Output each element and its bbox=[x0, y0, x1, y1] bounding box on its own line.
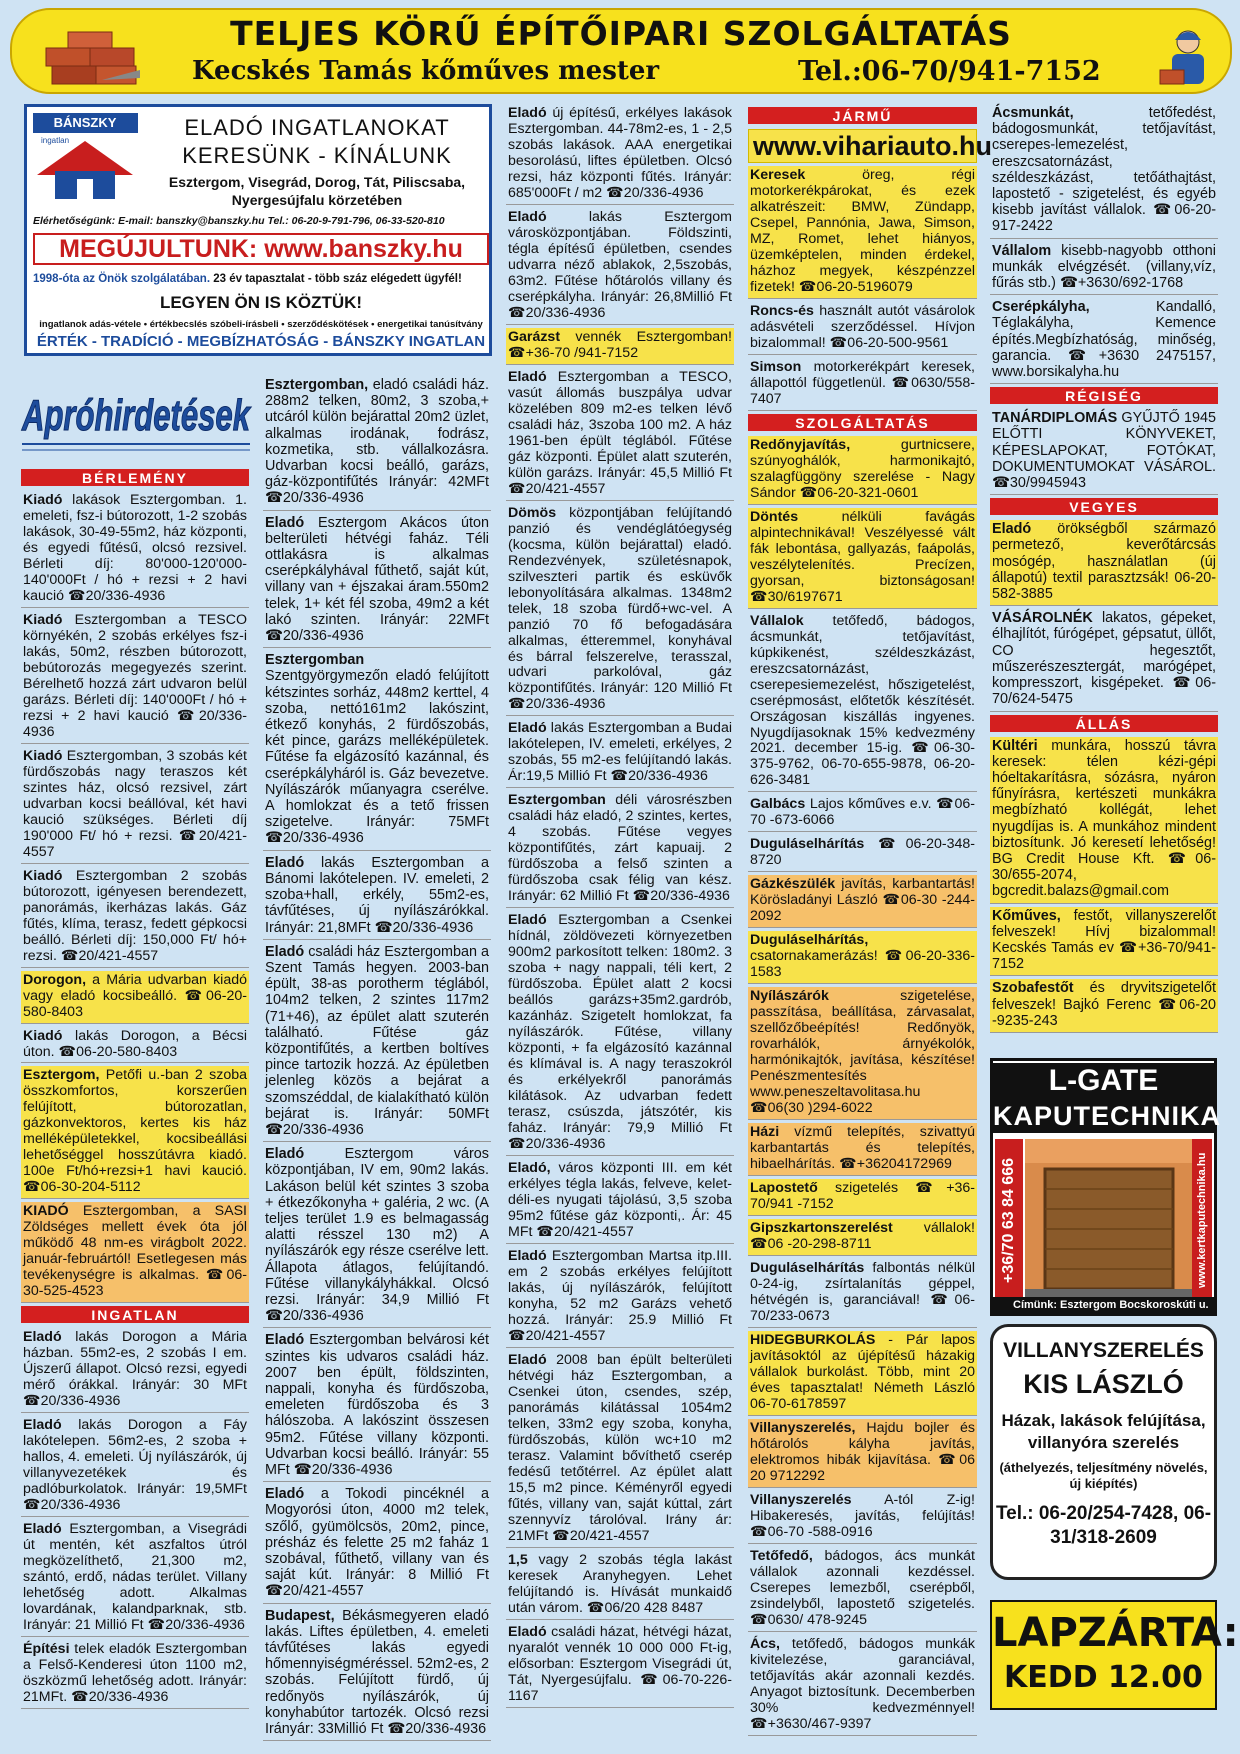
ad-keyword: Gázkészülék bbox=[750, 876, 836, 893]
villany-line-5: Tel.: 06-20/254-7428, 06-31/318-2609 bbox=[995, 1503, 1212, 1548]
ad-text: lakás Dorogon, a Bécsi úton. ☎06-20-580-8403 bbox=[23, 1027, 247, 1060]
ad-text: használt autót vásárolok adásvételi szerződéssel. Hívjon bizalommal! ☎06-20-500-9561 bbox=[750, 302, 975, 351]
lgate-subtitle: KAPUTECHNIKA bbox=[993, 1101, 1221, 1131]
classified-ad bbox=[263, 514, 491, 649]
ad-keyword: Nyílászárók bbox=[750, 988, 829, 1005]
classified-ad bbox=[506, 1623, 734, 1708]
classified-ad bbox=[990, 737, 1218, 904]
ad-text: vállalok! ☎06 -20-298-8711 bbox=[750, 1220, 975, 1253]
ad-text: szigetelése, passzítása, beállítása, zárvasalat, szellőzőbeépítés! Redőnyök, rovarhálók, árnyékolók, harmónikajtók, javítása, készítése! Penészmentesítés www.peneszeltavolitasa.hu ☎06(30 )294-6022 bbox=[750, 988, 975, 1117]
ad-text: déli városrészben családi ház eladó, 2 szintes, kertes, 4 szobás. Fűtése vegyes központifűtés, zárt kapuaij. 2 fürdőszoba a felső szinten a fürdőszoba csak félig van kész. Irányár: 62 Millió Ft ☎20/336-4936 bbox=[508, 792, 732, 905]
classified-ad bbox=[506, 504, 734, 717]
classified-ad bbox=[748, 1491, 977, 1544]
ad-keyword: Eladó, bbox=[508, 1160, 551, 1177]
classified-ad bbox=[21, 971, 249, 1024]
ad-text: lakás Esztergom városközpontjában. Földszinti, tégla építésű épületben, csendes udvarra néző ablakok, 2,5szobás, 63m2. Fűtése hőtárolós villany és cserépkályha. Irányár: 26,8Millió Ft ☎20/336-4936 bbox=[508, 208, 732, 321]
classified-ad bbox=[990, 242, 1218, 296]
worker-icon bbox=[1158, 26, 1216, 90]
ad-text: Esztergomban a TESCO, vasút állomás buszpálya udvar közelében 809 m2-es telken lévő családi ház, 3szoba 100 m2. A ház 1961-ben épült téglából. Fűtése gáz központi. Épület alatt szuterén, külön garázs. Irányár: 45,5 Millió Ft ☎20/421-4557 bbox=[508, 368, 732, 497]
classified-ad bbox=[506, 208, 734, 325]
ad-keyword: Eladó bbox=[265, 1332, 305, 1349]
classified-ad bbox=[990, 609, 1218, 711]
classified-ad bbox=[21, 1520, 249, 1637]
banszky-contact: Elérhetőségünk: E-mail: banszky@banszky.hu Tel.: 06-20-9-791-796, 06-33-520-810 bbox=[33, 215, 445, 227]
classified-ad bbox=[748, 1259, 977, 1328]
ad-text: munkára, hosszú távra keresek: télen kézi-gépi hóeltakarításra, sózásra, nyáron fűnyírásra, kertészeti munkákra megbízható kollégát, lehet nyugdíjas is. A munkához mindent biztosítunk. Jó keresetí lehetőség! BG Credit House Kft. ☎06-30/655-2074, bgcredit.balazs@gmail.com bbox=[992, 737, 1216, 900]
classified-ad bbox=[748, 166, 977, 299]
deadline-label: LAPZÁRTA: bbox=[992, 1610, 1239, 1656]
classified-ad bbox=[748, 795, 977, 832]
classified-ad bbox=[748, 1331, 977, 1416]
section-header-jarmu: JÁRMŰ bbox=[748, 107, 977, 124]
ad-text: Esztergomban, 3 szobás két fürdőszobás nagy teraszos két szintes ház, olcsó rezsivel, zárt udvarban kocsi beállóval, két havi kaució szükséges. Bérleti díj 190'000 Ft/ hó + rezsi. ☎20/421-4557 bbox=[23, 747, 247, 860]
classified-ad bbox=[748, 1635, 977, 1736]
ad-text: szigetelés ☎+36-70/941 -7152 bbox=[750, 1180, 975, 1213]
ad-keyword: VÁSÁROLNÉK bbox=[992, 610, 1093, 627]
ad-keyword: Eladó bbox=[265, 514, 305, 531]
ad-text: telek eladók Esztergomban a Felső-Kenderesi úton 1100 m2, öszközmű lehetőség adott. Irányár: 21MFt. ☎20/336-4936 bbox=[23, 1640, 247, 1705]
ad-keyword: Kőműves, bbox=[992, 907, 1061, 924]
classified-ad bbox=[990, 907, 1218, 977]
classified-ad bbox=[506, 719, 734, 788]
ad-text: Esztergomban a TESCO környékén, 2 szobás erkélyes fsz-i lakás, 50m2, részben bútorozott, bebútorozás megegyezés szerint. Bérelhető hozzá zárt udvaron belül garázs. Bérleti díj: 140'000Ft / hó + rezsi + 2 havi kaució ☎20/336-4936 bbox=[23, 611, 247, 740]
ad-text: a Tokodi pincéknél a Mogyorósi úton, 4000 m2 telek, szőlő, gyümölcsös, 20m2, pince, présház és felette 25 m2 faház 1 szobával, fűthető, villany van és saját kút. Irányár: 8 Millió Ft ☎20/421-4557 bbox=[265, 1486, 489, 1600]
ad-text: város központi III. em két erkélyes téglа lakás, felveve, kelet-déli-es nyugati tájolású, 3,5 szoba 95m2 fűtése gáz központi,. Ár: 45 MFt ☎20/421-4557 bbox=[508, 1160, 732, 1240]
classified-ad bbox=[21, 1066, 249, 1199]
classified-ad bbox=[21, 1640, 249, 1709]
ad-keyword: TANÁRDIPLOMÁS bbox=[992, 410, 1118, 427]
ad-text: gurtnicsere, szúnyoghálók, harmonikajtó, szalagfüggöny szerelése - Nagy Sándor ☎06-20-321-0601 bbox=[750, 436, 975, 501]
classified-ad bbox=[263, 854, 491, 940]
ad-text: - Pár lapos javításoktól az újépítésű házakig vállalok burkolást. Több, mint 20 éves tapasztalat! Németh László 06-70-6178597 bbox=[750, 1331, 975, 1412]
banszky-area: Esztergom, Visegrád, Dorog, Tát, Piliscsaba, Nyergesújfalu körzetében bbox=[168, 174, 466, 208]
classified-ad bbox=[748, 436, 977, 505]
lgate-website[interactable]: www.kertkaputechnika.hu bbox=[1192, 1139, 1212, 1301]
ad-keyword: Villanyszerelés bbox=[750, 1491, 852, 1508]
classified-ad bbox=[506, 328, 734, 365]
ad-text: eladó családi ház. 288m2 telken, 80m2, 3 szoba,+ utcáról külön bejárattal 20m2 üzlet, alkalmas irodának, fodrász, kozmetika, stb. vállalkozásra. Udvarban kocsi beálló, garázs, gáz-központifűtés Irányár: 42MFt ☎20/336-4936 bbox=[265, 377, 489, 507]
classified-ad bbox=[506, 791, 734, 908]
banszky-logo-text: BÁNSZKY bbox=[53, 115, 117, 130]
banszky-values: ÉRTÉK - TRADÍCIÓ - MEGBÍZHATÓSÁG - BÁNSZKY INGATLAN bbox=[36, 333, 486, 350]
classified-ad bbox=[748, 987, 977, 1120]
banszky-since-a: 1998-óta az Önök szolgálatában. bbox=[33, 273, 211, 285]
ad-text: falbontás nélkül 0-24-ig, zsírtalanítás géppel, hétvégén is, garanciával! ☎06-70/233-0673 bbox=[750, 1260, 975, 1324]
classified-ad bbox=[748, 302, 977, 355]
ad-keyword: HIDEGBURKOLÁS bbox=[750, 1331, 876, 1348]
ad-text: lakás Dorogon a Mária házban. 55m2-es, 2 szobás I em. Újszerű állapot. Olcsó rezsi, egyedi mérő órákkal. Irányár: 30 MFt ☎20/336-4936 bbox=[23, 1329, 247, 1410]
ad-text: Esztergom város központjában, IV em, 90m2 lakás. Lakáson belül két szintes 3 szoba + étkezőkonyha + galéria, 2 wc. (A teljes terület 1.9 es belmagasság alatti résszel 130 m2) A nyílászárók egy része cserélve lett. Állapota átlagos, felújítandó. Fűtése villanykályhákkal. Olcsó rezsi. Irányár: 34,9 Millió Ft ☎20/336-4936 bbox=[265, 1146, 489, 1325]
lgate-address: Címünk: Esztergom Bocskoroskúti u. bbox=[993, 1297, 1214, 1313]
ad-keyword: Eladó bbox=[265, 1146, 305, 1163]
banner-name: Kecskés Tamás kőműves mester bbox=[192, 56, 660, 86]
ad-keyword: 1,5 bbox=[508, 1551, 528, 1568]
banszky-services: ingatlanok adás-vétele • értékbecslés szóbeli-írásbeli • szerződéskötések • energetikai tanúsítvány bbox=[39, 319, 483, 330]
classified-ad bbox=[263, 651, 491, 850]
deadline-box bbox=[990, 1600, 1239, 1710]
ad-keyword: Budapest, bbox=[265, 1607, 335, 1624]
classified-ad bbox=[506, 911, 734, 1156]
lgate-phone: +36/70 63 84 666 bbox=[995, 1139, 1023, 1301]
header-banner bbox=[10, 8, 1232, 94]
ad-keyword: Eladó bbox=[23, 1521, 62, 1538]
ad-keyword: Keresek bbox=[750, 166, 806, 183]
section-header-szolgaltatas: SZOLGÁLTATÁS bbox=[748, 414, 977, 431]
classified-ad bbox=[748, 1419, 977, 1488]
classified-ad bbox=[21, 867, 249, 968]
banszky-join: LEGYEN ÖN IS KÖZTÜK! bbox=[159, 293, 363, 312]
ad-keyword: Ács, bbox=[750, 1635, 780, 1652]
ad-keyword: Gipszkartonszerelést bbox=[750, 1220, 893, 1237]
ad-keyword: Esztergomban, bbox=[265, 377, 369, 393]
ad-keyword: Döntés bbox=[750, 508, 799, 525]
ad-text: központjában felújítandó panzió és vendéglátóegység (kocsma, külön bejárattal) eladó. Rendezvények, születésnapok, szilveszteri partik és esküvők lebonyolítására alkalmas. 1348m2 telek, 18 szoba fürdő+wc-vel. A panzió 70 fő befogadására alkalmas, étteremmel, konyhával és bárral felszerelve, terasszal, udvari parkolóval, gáz központifűtés. Irányár: 120 Millió Ft ☎20/336-4936 bbox=[508, 504, 732, 713]
ad-text: Esztergomban Martsa itp.III. em 2 szobás erkélyes felújított lakás, új nyílászárók, felújított konyha, 52 m2 Garázs vehető hozzá. Irányár: 25.9 Millió Ft ☎20/421-4557 bbox=[508, 1247, 732, 1344]
ad-keyword: Duguláselhárítás bbox=[750, 1260, 865, 1277]
ad-keyword: Házi bbox=[750, 1124, 780, 1141]
ad-keyword: Roncs-és bbox=[750, 302, 814, 319]
ad-text: motorkerékpárt keresek, állapottól függetlenül. ☎0630/558-7407 bbox=[750, 358, 975, 407]
classified-ad bbox=[990, 409, 1218, 495]
ad-text: Petőfi u.-ban 2 szoba összkomfortos, korszerűen felújított, bútorozatlan, gázkonvektoros, kertes kis ház melléképületekkel, kocsibeállási lehetőséggel hosszútávra kiadó. 100e Ft/hó+rezsi+1 havi kaució. ☎06-30-204-5112 bbox=[23, 1067, 247, 1196]
ad-keyword: Duguláselhárítás bbox=[750, 836, 865, 853]
banner-title: TELJES KÖRŰ ÉPÍTŐIPARI SZOLGÁLTATÁS bbox=[230, 14, 1012, 53]
ad-text: festőt, villanyszerelőt felveszek! Hívj bizalommal! Kecskés Tamás ev ☎+36-70/941-7152 bbox=[992, 907, 1216, 973]
classified-ad bbox=[21, 1027, 249, 1064]
ad-keyword: Esztergomban bbox=[508, 792, 606, 809]
banszky-heading-1: ELADÓ INGATLANOKAT bbox=[184, 115, 450, 140]
ad-keyword: Eladó bbox=[23, 1329, 62, 1346]
section-header-allas: ÁLLÁS bbox=[990, 715, 1218, 732]
classified-ad bbox=[748, 875, 977, 928]
ad-keyword: Eladó bbox=[265, 943, 305, 960]
ad-keyword: Cserépkályha, bbox=[992, 299, 1090, 316]
classified-ad bbox=[748, 1219, 977, 1256]
ad-text: nélküli favágás alpintechnikával! Veszélyessé vált fák lebontása, gallyazás, faápolás, veszélytelenítés. Precízen, gyorsan, biztonságosan! ☎30/6197671 bbox=[750, 508, 975, 605]
classified-ad bbox=[748, 1123, 977, 1176]
banner-phone: Tel.:06-70/941-7152 bbox=[798, 56, 1101, 87]
banszky-logo bbox=[33, 113, 138, 201]
ad-keyword: KIADÓ bbox=[23, 1203, 69, 1220]
ad-keyword: Eladó bbox=[508, 105, 547, 121]
ad-keyword: Kültéri bbox=[992, 737, 1038, 754]
classified-ad bbox=[748, 1547, 977, 1632]
ad-keyword: Építési bbox=[23, 1640, 70, 1657]
ad-text: GYŰJTŐ 1945 ELŐTTI KÖNYVEKET, KÉPESLAPOKAT, FOTÓKAT, DOKUMENTUMOKAT VÁSÁROL. ☎30/9945943 bbox=[992, 410, 1216, 492]
ad-text: javítás, karbantartás! Körösladányi László ☎06-30 -244-2092 bbox=[750, 876, 975, 925]
classified-ad bbox=[506, 1551, 734, 1620]
ad-keyword: Esztergomban bbox=[265, 652, 365, 669]
ad-text: vennék Esztergomban! ☎+36-70 /941-7152 bbox=[508, 328, 732, 361]
villany-line-1: VILLANYSZERELÉS bbox=[1003, 1339, 1204, 1362]
classified-ad bbox=[506, 1247, 734, 1348]
villany-line-4: (áthelyezés, teljesítmény növelés, új kiépítés) bbox=[999, 1460, 1208, 1491]
ad-text: tetőfedést, bádogosmunkát, tetőjavítást, cserepes-lemezelést, ereszcsatornázást, széldeszkázást, tetőáthajtást, lapostető - szigetelést, és egyéb kisebb javítást vállalok. ☎06-20-917-2422 bbox=[992, 105, 1216, 235]
vihariauto-logo[interactable]: www.vihariauto.hu bbox=[748, 129, 977, 163]
ad-keyword: Eladó bbox=[508, 720, 547, 737]
classified-ad bbox=[990, 979, 1218, 1033]
classified-ad bbox=[263, 1145, 491, 1328]
deadline-value: KEDD 12.00 bbox=[1004, 1660, 1203, 1695]
column-5 bbox=[990, 104, 1218, 1036]
banszky-heading-2: KERESÜNK - KÍNÁLUNK bbox=[182, 143, 452, 168]
banszky-logo-sub: ingatlan bbox=[41, 136, 70, 145]
classified-ad bbox=[21, 1416, 249, 1517]
banszky-since-b: 23 év tapasztalat - több száz elégedett ügyfél! bbox=[210, 273, 462, 285]
ad-text: vagy 2 szobás tégla lakást keresek Aranyhegyen. Lehet felújítandó is. Hívását munkaidő után várom. ☎06/20 428 8487 bbox=[508, 1551, 732, 1616]
lgate-title: L-GATE bbox=[993, 1063, 1214, 1099]
ad-text: Esztergomban belvárosi két szintes kis udvaros családi ház. 2007 ben épült, földszinten, nappali, konyha és fürdőszoba, emeleten fürdőszoba és 3 hálószoba. A lakószint összesen 95m2. Fűtése villany központi. Udvarban kocsi beálló. Irányár: 55 MFt ☎20/336-4936 bbox=[265, 1332, 489, 1478]
classified-ad bbox=[21, 491, 249, 608]
ad-text: tetőfedő, bádogos munkák kivitelezése, garanciával, tetőjavítás akár azonnali kezdés. Anyagot biztosítunk. Decemberben 30% kedvezménnyel! ☎+3630/467-9397 bbox=[750, 1635, 975, 1732]
ad-keyword: Ácsmunkát, bbox=[992, 105, 1074, 121]
ad-keyword: Eladó bbox=[508, 208, 547, 225]
ad-keyword: Eladó bbox=[265, 1486, 305, 1503]
classified-ad bbox=[748, 931, 977, 984]
ad-text: Békásmegyeren eladó lakás. Liftes épületben, 4. emeleti távfűtéses lakás egyedi hőmennyiségméréssel. 52m2-es, 2 szobás. Felújított fürdő, új redőnyös nyílászárók, új konyhabútor tartozék. Olcsó rezsi Irányár: 33Millió Ft ☎20/336-4936 bbox=[265, 1607, 489, 1738]
ad-keyword: Tetőfedő, bbox=[750, 1547, 813, 1564]
column-3 bbox=[506, 104, 734, 1711]
ad-text: vízmű telepítés, szivattyú karbantartás és telepítés, hibaelhárítás. ☎+36204172969 bbox=[750, 1124, 975, 1173]
ad-keyword: Kiadó bbox=[23, 611, 63, 628]
ad-text: Szentgyörgymezőn eladó felújított kétszintes sorház, 448m2 kerttel, 4 szoba, nettó161m2 lakószint, étkező konyhás, 2 fürdőszobás, két pince, garázs melléképületek. Fűtése fa elgázosító kazánnal, és cserépkályháról is. Gáz bevezetve. Nyílászárók műanyagra cserélve. A homlokzat és a tető frissen szigetelve. Irányár: 75MFt ☎20/336-4936 bbox=[265, 668, 489, 847]
ad-keyword: Eladó bbox=[508, 912, 547, 929]
ad-keyword: Kiadó bbox=[23, 747, 63, 764]
ad-keyword: Lapostető bbox=[750, 1180, 818, 1197]
ad-text: lakás Dorogon a Fáy lakótelepen. 56m2-es, 2 szoba + hallos, 4. emeleti. Új nyílászárók, új villanyvezetékek és padlóburkolatok. Irányár: 19,5MFt ☎20/336-4936 bbox=[23, 1417, 247, 1514]
classified-ad bbox=[263, 1331, 491, 1482]
ad-text: kisebb-nagyobb otthoni munkák elvégzését. (villany,víz, fűrás stb.) ☎+3630/692-1768 bbox=[992, 242, 1216, 292]
ad-keyword: Eladó bbox=[508, 368, 547, 385]
classifieds-title-text: Apróhirdetések bbox=[21, 391, 252, 440]
classified-ad bbox=[21, 747, 249, 864]
ad-text: bádogos, ács munkát vállalok azonnali kezdéssel. Cserepes lemezből, cserépből, zsindelyből, lapostető szigetelés. ☎0630/ 478-9245 bbox=[750, 1547, 975, 1628]
ad-text: családi ház Esztergomban a Szent Tamás hegyen. 2003-ban épült, 38-as porotherm téglából, 104m2 telken, 2 szintes 117m2 (71+46), az épület alatt szuterén található. Fűtése gáz központifűtés, a kertben boltíves pince tartozik hozzá. Az épületben jelenleg közös a bejárat a szomszéddal, de kialakítható külön bejárat is. Irányár: 50MFt ☎20/336-4936 bbox=[265, 943, 489, 1138]
classified-ad bbox=[21, 611, 249, 744]
ad-text: lakás Esztergomban a Bánomi lakótelepen. IV. emeleti, 2 szoba+hall, erkély, 55m2-es, távfűtéses, új nyílászárókkal. Irányár: 21,8MFt ☎20/336-4936 bbox=[265, 854, 489, 936]
ad-text: A-tól Z-ig! Hibakeresés, javítás, felújítás! ☎06-70 -588-0916 bbox=[750, 1491, 975, 1540]
classified-ad bbox=[263, 376, 491, 511]
ad-text: 2008 ban épült belterületi hétvégi ház Esztergomban, a Csenkei úton, csendes, szép, panorámás kilátással 1054m2 telken, 33m2 egy szoba, konyha, fürdőszobás, külön wc+10 m2 terasz. Valamint bővíthető cserép fedésű tetőtérrel. Az épület alatt 15,5 m2 pince. Kéményről egyedi fűtés, villany van, saját kúttal, zárt szennyvíz tárolóval. Irány ár: 21MFt ☎20/421-4557 bbox=[508, 1351, 732, 1544]
ad-keyword: Dorogon, bbox=[23, 971, 87, 988]
ad-text: Esztergom Akácos úton belterületi hétvégi faház. Téli ottlakásra is alkalmas cserépkályhával fűthető, saját kút, villany van + éjszakai áram.550m2 telek, 1+ két fél szoba, 49m2 a két lakó szinten. Irányár: 22MFt ☎20/336-4936 bbox=[265, 514, 489, 645]
ad-keyword: Garázst bbox=[508, 328, 561, 345]
ad-keyword: Villanyszerelés, bbox=[750, 1419, 856, 1436]
ad-keyword: Eladó bbox=[265, 854, 305, 871]
villany-line-3: Házak, lakások felújítása, villanyóra szerelés bbox=[1001, 1411, 1206, 1452]
ad-keyword: Eladó bbox=[508, 1247, 547, 1264]
ad-keyword: Eladó bbox=[508, 1623, 547, 1640]
ad-text: lakatos, gépeket, élhajlítót, fúrógépet, gépsatut, üllőt, CO hegesztőt, műszerészesztergát, marógépet, kompresszort, kisgépeket. ☎06-70/624-5475 bbox=[992, 610, 1217, 708]
section-header-berlemeny: BÉRLEMÉNY bbox=[21, 469, 249, 486]
banszky-since bbox=[33, 273, 489, 285]
ad-text: a Mária udvarban kiadó vagy eladó kocsibeálló. ☎06-20-580-8403 bbox=[23, 971, 247, 1020]
ad-text: Esztergomban 2 szobás bútorozott, igényesen berendezett, panorámás, ikerházas lakás. Gáz fűtés, klíma, terasz, fedett gépkocsi beálló. Bérleti díj: 150,000 Ft/ hó+ rezsi. ☎20/421-4557 bbox=[23, 867, 247, 964]
ad-text: tetőfedő, bádogos, ácsmunkát, tetőjavítást, kúpkikenést, széldeszkázást, ereszcsatornázást, cserepesiemezelést, hőszigetelést, cserépmosást, előtetők készítését. Országosan kiszállás ingyenes. Nyugdíjasoknak 15% kedvezmény 2021. december 15-ig. ☎06-30-375-9762, 06-70-655-9878, 06-20-626-3481 bbox=[750, 612, 975, 789]
section-header-ingatlan: INGATLAN bbox=[21, 1306, 249, 1323]
section-header-vegyes: VEGYES bbox=[990, 498, 1218, 515]
ad-keyword: Eladó bbox=[508, 1351, 547, 1368]
ad-keyword: Duguláselhárítás, bbox=[750, 932, 869, 949]
ad-text: lakás Esztergomban a Budai lakótelepen, IV. emeleti, erkélyes, 2 szobás, 55 m2-es felújítandó lakás. Ár:19,5 Millió Ft ☎20/336-4936 bbox=[508, 720, 732, 785]
classified-ad bbox=[506, 1351, 734, 1548]
ad-text: új építésű, erkélyes lakások Esztergomban. 44-78m2-es, 1 - 2,5 szobás lakások. AAA energetikai besorolású, liftes épületben. Olcsó rezsi, ház központi fűtés. Irányár: 685'000Ft / m2 ☎20/336-4936 bbox=[508, 105, 732, 201]
ad-text: csatornakamerázás! ☎06-20-336-1583 bbox=[750, 948, 975, 981]
ad-text: családi házat, hétvégi házat, nyaralót vennék 10 000 000 Ft-ig, elősorban: Esztergom Visegrádi út, Tát, Nyergesújfalu. ☎06-70-226-1167 bbox=[508, 1623, 732, 1704]
villany-line-2: KIS LÁSZLÓ bbox=[1023, 1369, 1184, 1399]
ad-keyword: Eladó bbox=[23, 1417, 62, 1434]
ad-keyword: Esztergom, bbox=[23, 1067, 100, 1084]
column-4 bbox=[748, 104, 993, 1739]
classified-ad bbox=[990, 104, 1218, 239]
classified-ad bbox=[748, 508, 977, 609]
ad-text: és dryvitszigetelőt felveszek! Bajkó Ferenc ☎06-20 -9235-243 bbox=[992, 980, 1216, 1029]
ad-keyword: Kiadó bbox=[23, 1027, 63, 1044]
ad-keyword: Dömös bbox=[508, 504, 557, 521]
ad-text: lakások Esztergomban. 1. emeleti, fsz-i bútorozott, 1-2 szobás lakások, 30-49-55m2, ház központi, és egyedi fűtésű, olcsó rezsivel. Bérleti díj: 80'000-120'000-140'000Ft / hó + rezsi + 2 havi kaució ☎20/336-4936 bbox=[23, 492, 247, 604]
banszky-ad bbox=[24, 104, 492, 356]
villanyszereles-ad bbox=[990, 1324, 1217, 1580]
classified-ad bbox=[748, 835, 977, 872]
ad-text: Esztergomban a Csenkei hídnál, zöldövezeti környezetben 900m2 parkosított telken: 180m2. 3 szoba + nagy nappali, téli kert, 2 fürdőszoba. Épület alatt 2 kocsi beállós garázs+35m2.gardrób, kazánház. Szigetelt homlokzat, fa nyílászárók. Fűtése, villany központi, + fa elgázosító kazánnal és klímával is. A nagy teraszokról és erkélyekről panorámás kilátások. Az udvarban fedett terasz, csúszda, játszótér, kis faház. Irányár: 79,9 Millió Ft ☎20/336-4936 bbox=[508, 912, 732, 1153]
ad-keyword: Galbács bbox=[750, 796, 806, 813]
ad-keyword: Redőnyjavítás, bbox=[750, 436, 851, 453]
column-1 bbox=[21, 466, 249, 1712]
classified-ad bbox=[506, 1159, 734, 1244]
classified-ad bbox=[263, 1607, 491, 1742]
garage-door-image bbox=[1025, 1139, 1193, 1301]
ad-text: Lajos kőműves e.v. ☎06-70 -673-6066 bbox=[750, 796, 975, 829]
classified-ad bbox=[21, 1328, 249, 1413]
ad-text: Hajdu bojler és hőtárolós kályha javítás, elektromos hibák kijavítása. ☎06 20 9712292 bbox=[750, 1419, 975, 1484]
classified-ad bbox=[506, 104, 734, 205]
classified-ad bbox=[263, 1485, 491, 1603]
classified-ad bbox=[990, 520, 1218, 606]
ad-keyword: Eladó bbox=[992, 521, 1032, 538]
classified-ad bbox=[748, 358, 977, 411]
ad-text: Kandalló, Téglakályha, Kemence építés.Megbízhatóság, minőség, garancia. ☎+3630 2475157, www.borsikalyha.hu bbox=[992, 299, 1216, 381]
ad-keyword: Szobafestőt bbox=[992, 980, 1074, 997]
ad-keyword: Kiadó bbox=[23, 492, 63, 508]
classified-ad bbox=[506, 368, 734, 501]
ad-keyword: Vállalok bbox=[750, 612, 804, 629]
ad-text: örökségből származó permetező, keverőtárcsás mosógép, használatlan (új állapotú) textil parasztzsák! 06-20-582-3885 bbox=[992, 521, 1216, 603]
ad-text: Esztergomban, a SASI Zöldséges mellett évek óta jól működő 48 nm-es virágbolt 2022. január-februártól! Esetlegesen más tevékenységre is alkalmas. ☎06-30-525-4523 bbox=[23, 1203, 247, 1300]
classified-ad bbox=[21, 1202, 249, 1303]
classified-ad bbox=[748, 1179, 977, 1216]
column-2 bbox=[263, 376, 491, 1744]
classified-ad bbox=[263, 943, 491, 1142]
ad-text: ☎06-20-348-8720 bbox=[750, 836, 975, 869]
ad-text: öreg, régi motorkerékpárokat, és ezek alkatrészeit: BMW, Zündapp, Csepel, Pannónia, Jawa, Simson, MZ, Romet, lehet hiányos, üzemképtelen, minden érdekel, házhoz megyek, készpénzzel fizetek! ☎06-20-5196079 bbox=[750, 166, 975, 295]
ad-keyword: Kiadó bbox=[23, 867, 63, 884]
section-header-regiseg: RÉGISÉG bbox=[990, 387, 1218, 404]
ad-keyword: Simson bbox=[750, 358, 802, 375]
classified-ad bbox=[990, 298, 1218, 384]
classified-ad bbox=[748, 612, 977, 793]
banszky-url[interactable]: MEGÚJULTUNK: www.banszky.hu bbox=[33, 233, 489, 265]
ad-text: Esztergomban, a Visegrádi út mentén, két aszfaltos útról megközelíthető, 21,300 m2, szántó, erdő, nádas terület. Villany lehetőség adott. Alkalmas lovardának, kalandparknak, stb. Irányár: 21 Millió Ft ☎20/336-4936 bbox=[23, 1521, 247, 1633]
classifieds-title bbox=[18, 372, 254, 462]
ad-keyword: Vállalom bbox=[992, 242, 1052, 259]
lgate-ad bbox=[990, 1058, 1221, 1316]
